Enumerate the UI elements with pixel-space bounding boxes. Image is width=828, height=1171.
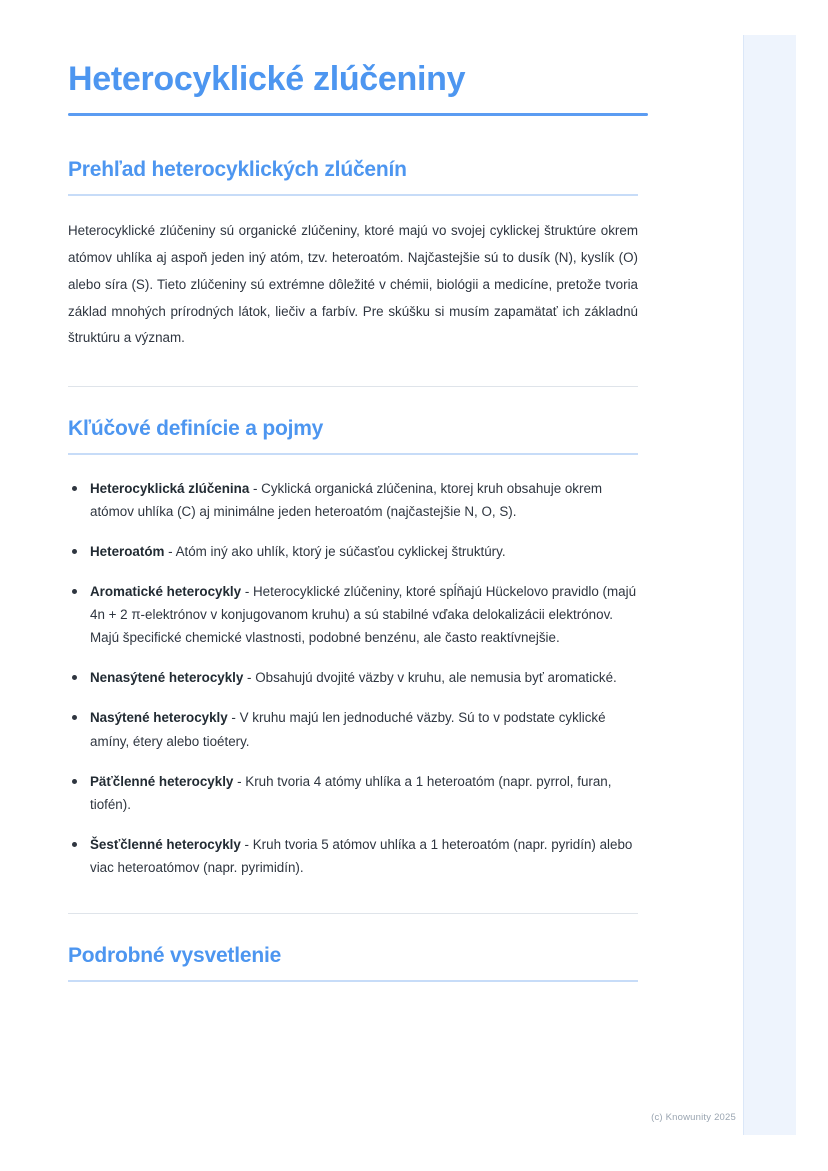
section-heading-definitions: Kľúčové definície a pojmy <box>68 417 324 441</box>
definition-text: - Obsahujú dvojité väzby v kruhu, ale nemusia byť aromatické. <box>243 670 617 686</box>
overview-paragraph: Heterocyklické zlúčeniny sú organické zlúčeniny, ktoré majú vo svojej cyklickej štruktúre okrem atómov uhlíka aj aspoň jeden iný atóm, tzv. heteroatóm. Najčastejšie sú to dusík (N), kyslík (O) alebo síra (S). Tieto zlúčeniny sú extrémne dôležité v chémii, biológii a medicíne, pretože tvoria základ mnohých prírodných látok, liečiv a farbív. Pre skúšku si musím zapamätať ich základnú štruktúru a význam. <box>68 223 638 346</box>
page-title: Heterocyklické zlúčeniny <box>68 60 466 98</box>
definition-text: - Heterocyklické zlúčeniny, ktoré spĺňajú Hückelovo pravidlo (majú 4n + 2 π-elektrónov v konjugovanom kruhu) a sú stabilné vďaka delokalizácii elektrónov. Majú špecifické chemické vlastnosti, podobné benzénu, ale často reaktívnejšie. <box>90 584 637 646</box>
definition-text: - Cyklická organická zlúčenina, ktorej kruh obsahuje okrem atómov uhlíka (C) aj minimálne jeden heteroatóm (najčastejšie N, O, S). <box>90 481 603 520</box>
section-divider-definitions <box>68 453 638 455</box>
list-item <box>68 477 638 523</box>
section-heading-explanation: Podrobné vysvetlenie <box>68 943 282 967</box>
side-decoration-panel <box>743 35 796 1135</box>
list-item <box>68 706 638 752</box>
definition-term: Šesťčlenné heterocykly <box>90 836 241 852</box>
list-item <box>68 833 638 879</box>
content-divider-1 <box>68 386 638 387</box>
definition-term: Heteroatóm <box>90 544 165 560</box>
list-item <box>68 540 638 563</box>
definition-term: Nasýtené heterocykly <box>90 710 228 726</box>
list-item <box>68 580 638 649</box>
section-divider-explanation <box>68 980 638 982</box>
title-divider <box>68 113 648 116</box>
list-item <box>68 770 638 816</box>
definitions-list <box>68 477 638 879</box>
definition-term: Aromatické heterocykly <box>90 584 242 600</box>
document-content <box>68 60 638 1004</box>
content-divider-2 <box>68 913 638 914</box>
definition-text: - Atóm iný ako uhlík, ktorý je súčasťou cyklickej štruktúry. <box>164 544 506 560</box>
definition-term: Nenasýtené heterocykly <box>90 670 244 686</box>
list-item <box>68 666 638 689</box>
section-divider-overview <box>68 194 638 196</box>
copyright-footer: (c) Knowunity 2025 <box>651 1112 736 1123</box>
definition-term: Päťčlenné heterocykly <box>90 773 234 789</box>
section-heading-overview: Prehľad heterocyklických zlúčenín <box>68 158 407 182</box>
definition-text: - Kruh tvoria 5 atómov uhlíka a 1 heteroatóm (napr. pyridín) alebo viac heteroatómov (napr. pyrimidín). <box>90 836 633 875</box>
definition-term: Heterocyklická zlúčenina <box>90 481 250 497</box>
definition-text: - V kruhu majú len jednoduché väzby. Sú to v podstate cyklické amíny, étery alebo tioétery. <box>90 710 606 749</box>
definition-text: - Kruh tvoria 4 atómy uhlíka a 1 heteroatóm (napr. pyrrol, furan, tiofén). <box>90 773 612 812</box>
